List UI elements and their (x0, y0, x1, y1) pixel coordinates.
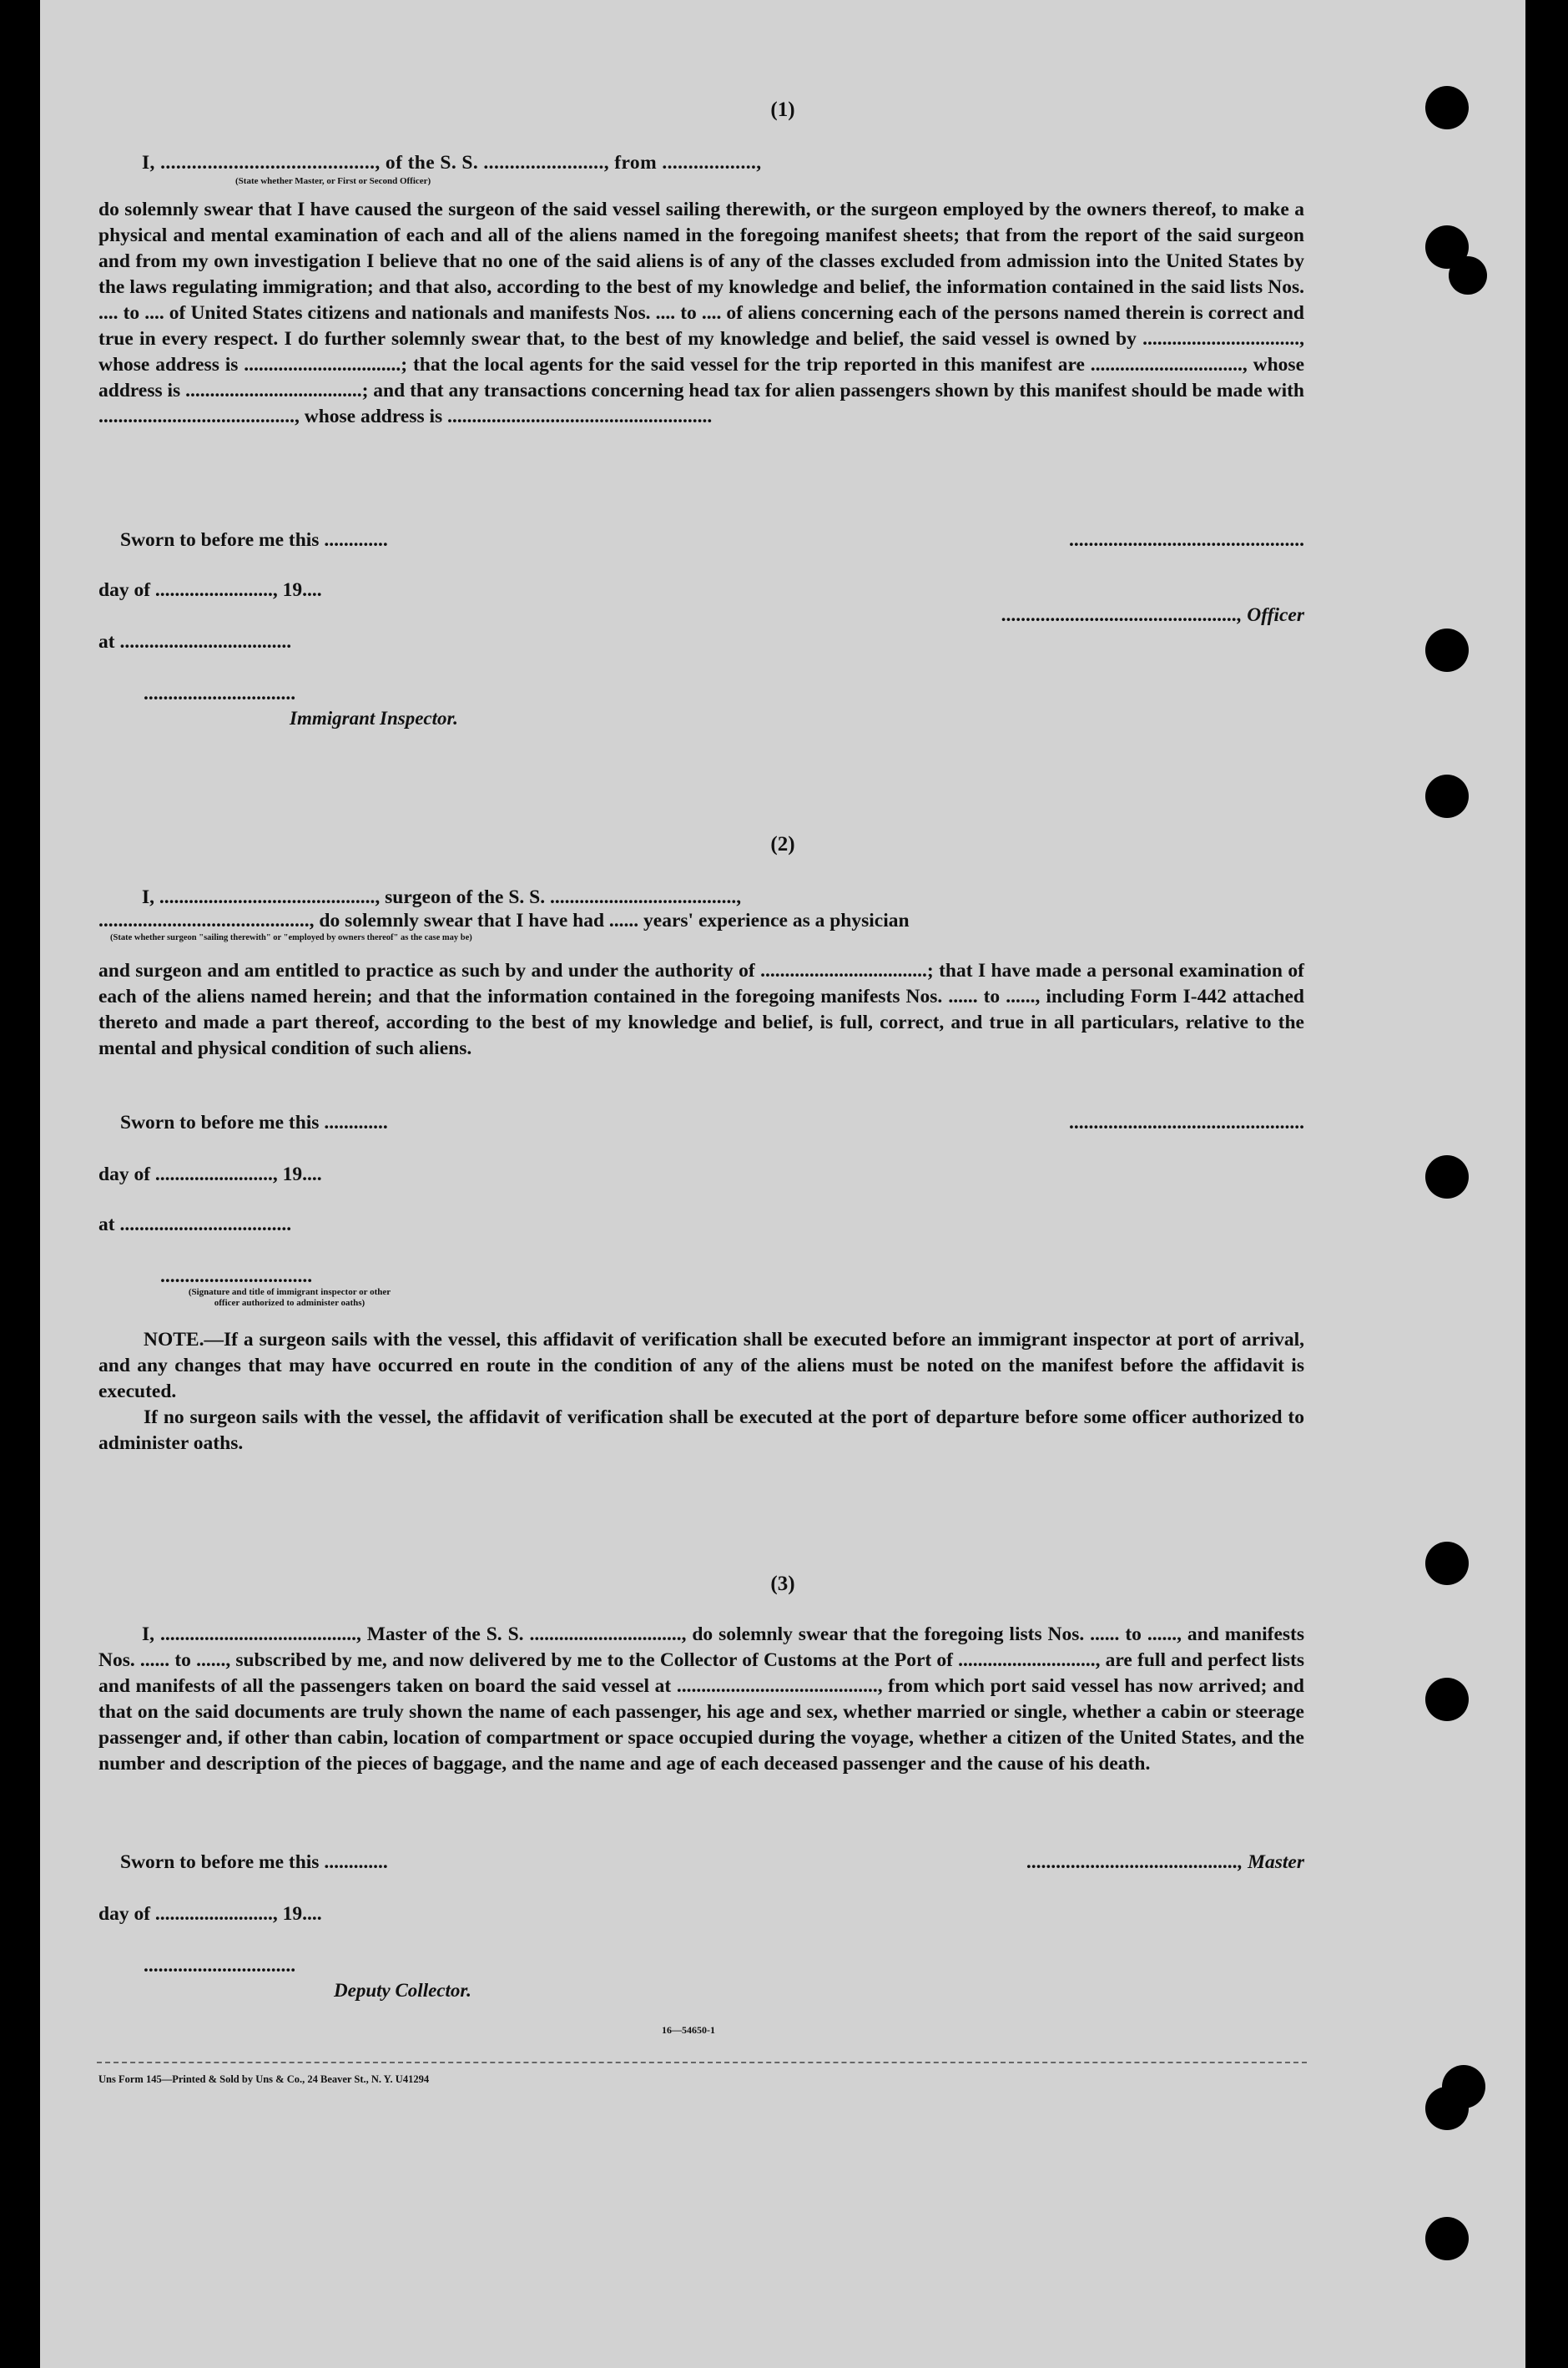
section-3-master-line: ..........................................., Master (1026, 1851, 1304, 1873)
punch-hole (1425, 2087, 1469, 2130)
document-page (40, 0, 1525, 2368)
section-2-inspector-dots: ............................... (160, 1265, 313, 1287)
punch-hole (1425, 775, 1469, 818)
section-2-oath-text (98, 958, 1304, 1062)
section-1-opening-line: I, ........................................., of the S. S. ......................., from .................., (142, 152, 762, 174)
section-3-collector-dots: ............................... (144, 1955, 296, 1977)
section-2-oath-paragraph: and surgeon and am entitled to practice as such by and under the authority of ..................................; that I have made a personal examination of each of the aliens named herein; and that the information contained in the foregoing manifests Nos. ...... to ......, including Form I-442 attached thereto and made a part thereof, according to the best of my knowledge and belief, is full, correct, and true in all particulars, relative to the mental and physical condition of such aliens. (98, 960, 1304, 1059)
punch-hole (1425, 1155, 1469, 1199)
section-3-collector-label: Deputy Collector. (334, 1980, 471, 2001)
section-1-officer-line: ................................................, Officer (1001, 604, 1304, 626)
section-3-sworn-line: Sworn to before me this ............. (120, 1851, 388, 1873)
punch-hole (1425, 629, 1469, 672)
section-1-inspector-dots: ............................... (144, 683, 296, 704)
punch-hole (1449, 256, 1487, 295)
section-1-officer-note: (State whether Master, or First or Second Officer) (235, 176, 431, 186)
section-1-day-line: day of ........................, 19.... (98, 579, 322, 601)
section-2-note-paragraph-2: If no surgeon sails with the vessel, the affidavit of verification shall be executed at the port of departure before some officer authorized to administer oaths. (98, 1406, 1304, 1454)
section-2-signature-dots: ................................................ (1069, 1112, 1304, 1134)
section-2-number: (2) (770, 833, 795, 856)
section-1-sworn-line: Sworn to before me this ............. (120, 529, 388, 551)
section-2-note (98, 1327, 1304, 1457)
section-1-inspector-label: Immigrant Inspector. (290, 708, 458, 729)
section-1-oath-text (98, 197, 1304, 430)
section-1-at-line: at ................................... (98, 631, 292, 653)
section-1-signature-dots: ................................................ (1069, 529, 1304, 551)
section-2-day-line: day of ........................, 19.... (98, 1164, 322, 1185)
section-3-oath-paragraph: I, ........................................, Master of the S. S. ..............................., do solemnly swear that the foregoing lists Nos. ...... to ......, and manifests Nos. ...... to ......, subscribed by me, and now delivered by me to the Collector of Customs at the Port of ............................, are full and perfect lists and manifests of all the passengers taken on board the said vessel at ........................................., from which port said vessel has now arrived; and that on the said documents are truly shown the name of each passenger, his age and sex, whether married or single, whether a cabin or steerage passenger and, if other than cabin, location of compartment or space occupied during the voyage, whether a citizen of the United States, and the number and description of the pieces of baggage, and the name and age of each deceased passenger and the cause of his death. (98, 1623, 1304, 1775)
section-2-opening-line: I, ............................................, surgeon of the S. S. ......................................, (142, 886, 742, 908)
section-1-number: (1) (770, 98, 795, 121)
section-2-sworn-line: Sworn to before me this ............. (120, 1112, 388, 1134)
section-1-oath-paragraph: do solemnly swear that I have caused the surgeon of the said vessel sailing therewith, or the surgeon employed by the owners thereof, to make a physical and mental examination of each and all of the aliens named in the foregoing manifest sheets; that from the report of the said surgeon and from my own investigation I believe that no one of the said aliens is of any of the classes excluded from admission into the United States by the laws regulating immigration; and that also, according to the best of my knowledge and belief, the information contained in the said lists Nos. .... to .... of United States citizens and nationals and manifests Nos. .... to .... of aliens concerning each of the persons named therein is correct and true in every respect. I do further solemnly swear that, to the best of my knowledge and belief, the said vessel is owned by ................................, whose address is ................................; that the local agents for the said vessel for the trip reported in this manifest are ..............................., whose address is ....................................; and that any transactions concerning head tax for alien passengers shown by this manifest should be made with ........................................, whose address is ...................................................... (98, 199, 1304, 427)
punch-hole (1425, 1678, 1469, 1721)
section-2-surgeon-note: (State whether surgeon "sailing therewith" or "employed by owners thereof" as the case may be) (110, 933, 472, 942)
footer-rule (97, 2062, 1307, 2063)
section-3-number: (3) (770, 1573, 795, 1595)
section-3-oath-text (98, 1622, 1304, 1777)
form-code: 16—54650-1 (662, 2024, 715, 2036)
printer-imprint: Uns Form 145—Printed & Sold by Uns & Co., 24 Beaver St., N. Y. U41294 (98, 2073, 430, 2085)
section-2-experience-line: ..........................................., do solemnly swear that I have had ...... years' experience as a physician (98, 910, 910, 932)
section-2-at-line: at ................................... (98, 1214, 292, 1235)
section-2-inspector-note: (Signature and title of immigrant inspector or other officer authorized to administer oaths) (188, 1287, 391, 1308)
section-2-note-paragraph-1: NOTE.—If a surgeon sails with the vessel, this affidavit of verification shall be executed before an immigrant inspector at port of arrival, and any changes that may have occurred en route in the condition of any of the aliens must be noted on the manifest before the affidavit is executed. (98, 1329, 1304, 1402)
section-3-day-line: day of ........................, 19.... (98, 1903, 322, 1925)
punch-hole (1425, 2217, 1469, 2260)
